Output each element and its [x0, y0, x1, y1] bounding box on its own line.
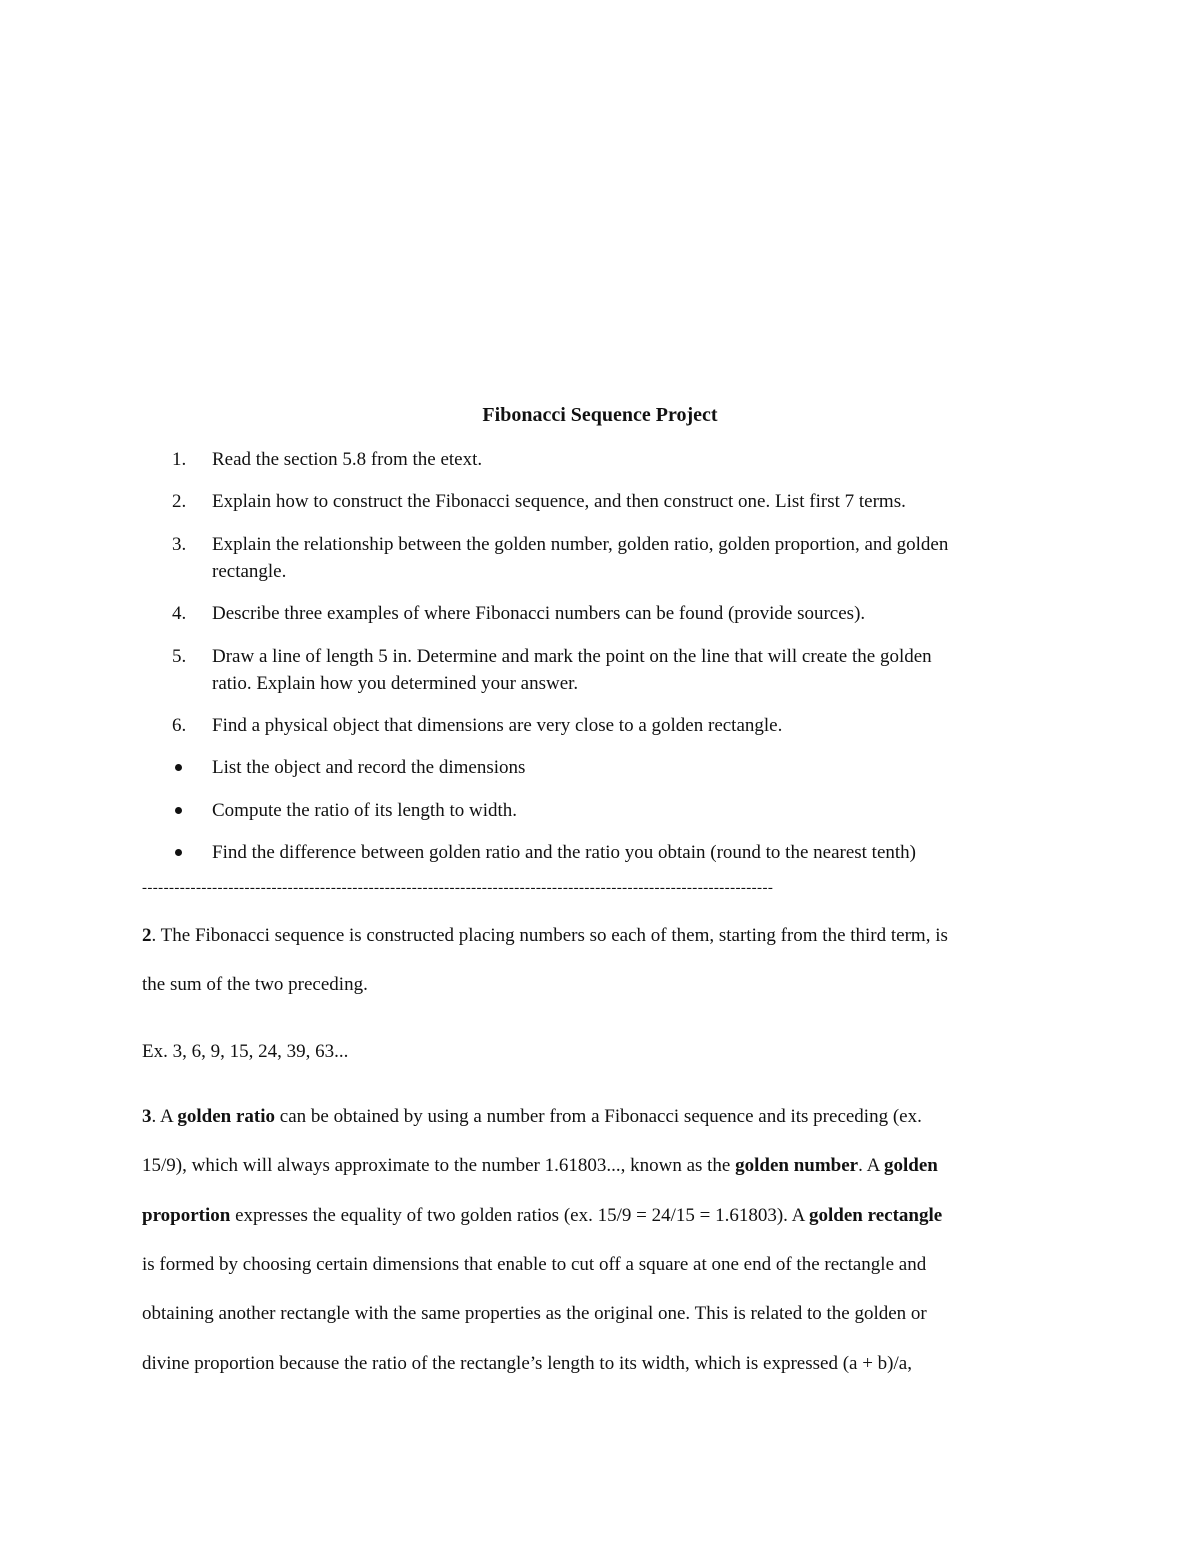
- bullet-icon: [175, 764, 182, 771]
- answer-2-line-1: [142, 925, 1062, 947]
- document-title: Fibonacci Sequence Project: [482, 404, 718, 426]
- answer-text: expresses the equality of two golden ratios (ex. 15/9 = 24/15 = 1.61803). A: [230, 1205, 810, 1226]
- list-item-text: Find a physical object that dimensions are very close to a golden rectangle.: [212, 715, 783, 736]
- bullet-text: Find the difference between golden ratio and the ratio you obtain (round to the nearest tenth): [212, 842, 917, 863]
- list-item-text: Read the section 5.8 from the etext.: [212, 449, 483, 470]
- list-number: 3.: [172, 534, 187, 555]
- list-item-text-continued: ratio. Explain how you determined your answer.: [212, 673, 579, 694]
- answer-3-line-4: is formed by choosing certain dimensions that enable to cut off a square at one end of the rectangle and: [142, 1254, 927, 1275]
- list-item-text: Explain the relationship between the golden number, golden ratio, golden proportion, and golden: [212, 534, 949, 555]
- answer-text: . The Fibonacci sequence is constructed placing numbers so each of them, starting from the third term, is: [151, 925, 948, 946]
- list-number: 6.: [172, 715, 187, 736]
- answer-3-line-5: obtaining another rectangle with the same properties as the original one. This is related to the golden or: [142, 1303, 927, 1324]
- list-item-text: Explain how to construct the Fibonacci sequence, and then construct one. List first 7 terms.: [212, 491, 906, 512]
- answer-text: 15/9), which will always approximate to the number 1.61803..., known as the: [142, 1155, 736, 1176]
- answer-text: can be obtained by using a number from a Fibonacci sequence and its preceding (ex.: [275, 1106, 922, 1127]
- term-golden-number: golden number: [735, 1155, 859, 1176]
- term-golden-rectangle: golden rectangle: [809, 1205, 943, 1226]
- answer-2-line-2: the sum of the two preceding.: [142, 974, 368, 995]
- answer-3-line-2: [142, 1155, 1062, 1177]
- bullet-icon: [175, 807, 182, 814]
- list-number: 5.: [172, 646, 187, 667]
- answer-text: . A: [858, 1155, 884, 1176]
- bullet-text: List the object and record the dimensions: [212, 757, 526, 778]
- bullet-icon: [175, 849, 182, 856]
- term-golden-proportion-end: proportion: [142, 1205, 231, 1226]
- list-number: 4.: [172, 603, 187, 624]
- term-golden-proportion-start: golden: [884, 1155, 938, 1176]
- term-golden-ratio: golden ratio: [177, 1106, 276, 1127]
- answer-3-line-1: [142, 1106, 1062, 1128]
- answer-3-line-3: [142, 1205, 1062, 1227]
- answer-3-line-6: divine proportion because the ratio of the rectangle’s length to its width, which is expressed (a + b)/a,: [142, 1353, 912, 1374]
- list-item-text: Describe three examples of where Fibonacci numbers can be found (provide sources).: [212, 603, 866, 624]
- list-item-text-continued: rectangle.: [212, 561, 287, 582]
- bullet-text: Compute the ratio of its length to width.: [212, 800, 518, 821]
- answer-number: 3: [142, 1106, 152, 1127]
- list-item-text: Draw a line of length 5 in. Determine and mark the point on the line that will create the golden: [212, 646, 932, 667]
- list-number: 1.: [172, 449, 187, 470]
- dashed-divider: ---------------------------------------------------------------------------------------------------------------------: [142, 880, 774, 896]
- answer-number: 2: [142, 925, 152, 946]
- answer-2-example: Ex. 3, 6, 9, 15, 24, 39, 63...: [142, 1041, 349, 1062]
- answer-text: . A: [151, 1106, 178, 1127]
- list-number: 2.: [172, 491, 187, 512]
